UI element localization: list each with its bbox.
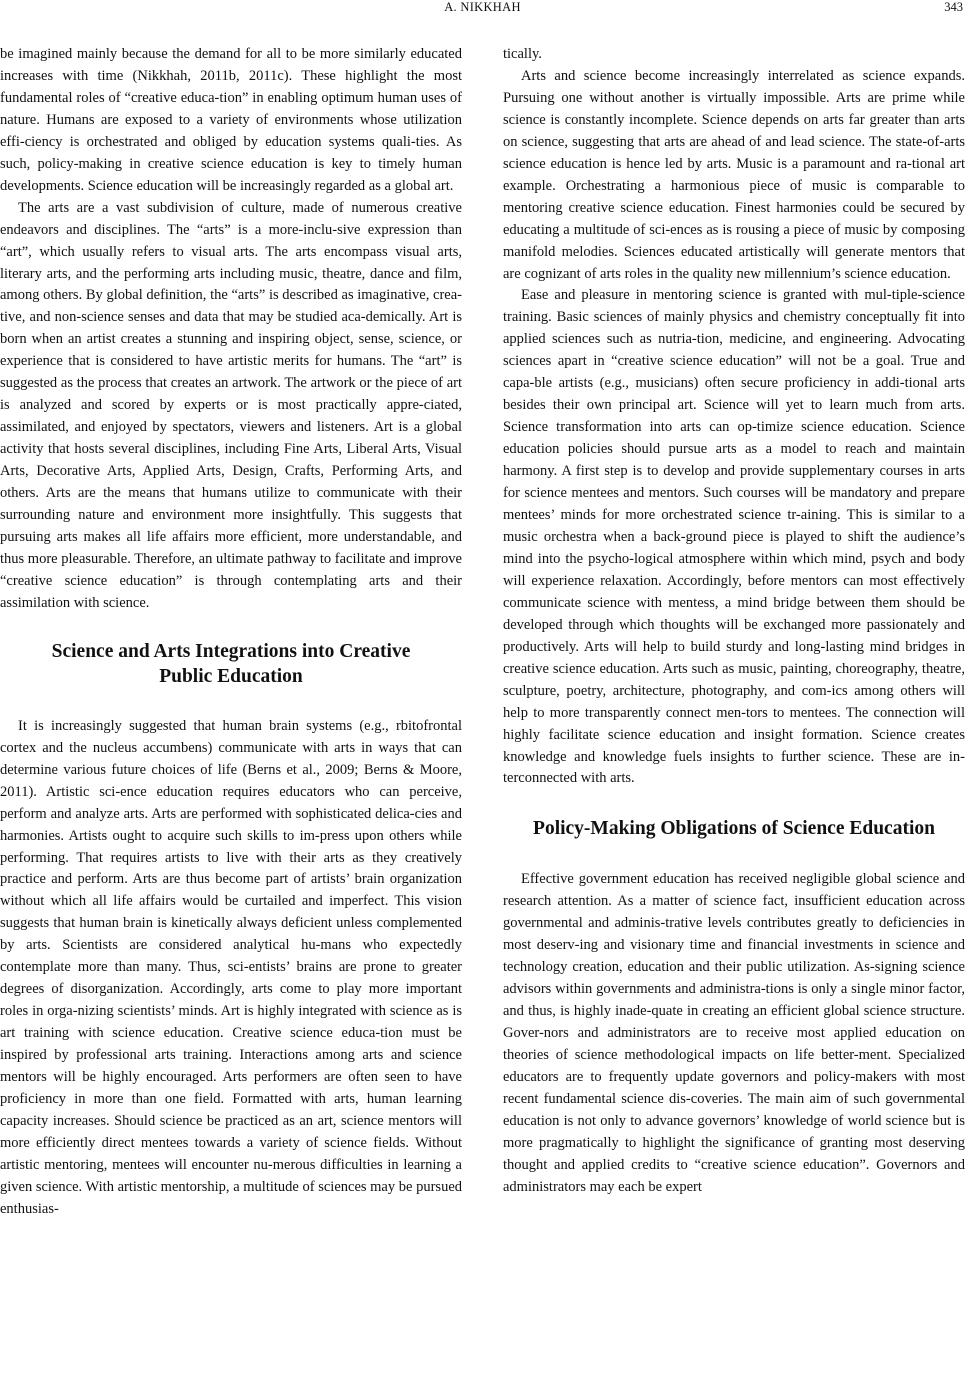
paragraph-arts-definition: The arts are a vast subdivision of culture, made of numerous creative endeavors and disciplines. The “arts” is a more-inclu-sive expression than “art”, which usually refers to visual arts. The arts encompass visual arts, literary arts, and the performing arts including music, theatre, dance and film, among others. By global definition, the “arts” is described as imaginative, crea-tive, and non-science senses and data that may be studied aca-demically. Art is born when an artist creates a stunning and inspiring object, sense, science, or experience that is considered to have artistic merits for humans. The “art” is suggested as the process that creates an artwork. The artwork or the piece of art is analyzed and scored by experts or is most practically appre-ciated, assimilated, and enjoyed by spectators, viewers and listeners. Art is a global activity that hosts several disciplines, including Fine Arts, Liberal Arts, Visual Arts, Decorative Arts, Applied Arts, Design, Crafts, Performing Arts, and others. Arts are the means that humans utilize to communicate with their surrounding nature and environment more insightfully. This suggests that pursuing arts makes all life affairs more efficient, more understandable, and thus more pleasurable. Therefore, an ultimate pathway to facilitate and improve “creative science education” is through contemplating arts and their assimilation with science. [0,199,462,611]
section-heading-science-arts [0,639,462,689]
paragraph-carryover: tically. [503,46,542,62]
section-heading-policy-making: Policy-Making Obligations of Science Education [533,818,935,840]
paragraph-government-education: Effective government education has received negligible global science and research attention. As a matter of science fact, insufficient education across governmental and adminis-trative levels contributes greatly to deficiencies in most deserv-ing and visionary time and financial investments in science and technology creation, education and their public utilization. As-signing science advisors within governments and administra-tions is only a single minor factor, and thus, is highly inade-quate in creating an efficient global science structure. Gover-nors and administrators are to receive most applied education on theories of science methodological impacts on life better-ment. Specialized educators are to frequently update governors and policy-makers with most recent fundamental science dis-coveries. The main aim of such governmental education is not only to advance governors’ knowledge of world science but is more pragmatically to highlight the significance of granting most deserving thought and applied credits to “creative science education”. Governors and administrators may each be expert [503,871,965,1195]
paragraph-arts-science-interrelated: Arts and science become increasingly interrelated as science expands. Pursuing one without another is virtually impossible. Arts are prime while science is constantly incomplete. Science depends on arts far greater than arts on science, suggesting that arts are ahead of and lead science. The state-of-arts science education is hence led by arts. Music is a paramount and ra-tional art example. Orchestrating a harmonious piece of music is comparable to mentoring creative science education. Finest harmonies could be secured by educating a multitude of sci-ences as is rousing a piece of music by composing manifold melodies. Sciences educated artistically will generate mentors that are cognizant of arts roles in the quality new millennium’s science education. [503,67,965,282]
right-column [503,44,965,1199]
section-heading-line-2: Public Education [159,665,303,687]
paragraph-continued: be imagined mainly because the demand for all to be more similarly educated increases with time (Nikkhah, 2011b, 2011c). These highlight the most fundamental roles of “creative educa-tion” in enabling optimum human uses of nature. Humans are exposed to a variety of environments whose utilization effi-ciency is orchestrated and obliged by education systems quali-ties. As such, policy-making in creative science education is key to timely human developments. Science education will be increasingly regarded as a global art. [0,46,462,194]
page-number: 343 [944,0,963,14]
running-header-author: A. NIKKHAH [444,0,521,14]
left-column [0,44,462,1221]
paragraph-multiple-science-training: Ease and pleasure in mentoring science is granted with mul-tiple-science training. Basic sciences of mainly physics and chemistry conceptually fit into applied sciences such as nutria-tion, medicine, and engineering. Advocating sciences apart in “creative science education” will not be a goal. True and capa-ble artists (e.g., musicians) often secure proficiency in addi-tional arts besides their own principal art. Science will yet to learn much from arts. Science transformation into arts can op-timize science education. Science education policies should pursue arts as a model to reach and maintain harmony. A first step is to develop and provide supplementary courses in arts for science mentees and mentors. Such courses will be mandatory and prepare mentees’ minds for more orchestrated science tr-aining. This is similar to a music orchestra when a back-ground piece is played to shift the audience’s mind into the psycho-logical atmosphere within which mind, psych and body will experience relaxation. Accordingly, before mentors can most effectively communicate science with mentess, a mind bridge between them should be developed through which thoughts will be exchanged more passionately and productively. Arts will help to build sturdy and long-lasting mind bridges in creative science education. Arts such as music, painting, choreography, theatre, sculpture, poetry, architecture, photography, and com-ics among others will help to more transparently connect men-tors to mentees. The connection will highly facilitate science education and insight formation. Science creates knowledge and knowledge fuels insights to further science. These are in-terconnected with arts. [503,287,965,787]
paragraph-brain-systems: It is increasingly suggested that human brain systems (e.g., rbitofrontal cortex and the nucleus accumbens) communicate with arts in ways that can determine various future choices of life (Berns et al., 2009; Berns & Moore, 2011). Artistic sci-ence education requires educators who can perceive, perform and analyze arts. Arts are performed with sophisticated delica-cies and harmonies. Artists ought to acquire such skills to im-press upon others while performing. That requires artists to live with their arts as they creatively practice and perform. Arts are thus become part of artists’ brain organization without which all life affairs would be curtailed and imperfect. This vision suggests that human brain is kinetically always deficient unless complemented by arts. Scientists are considered analytical hu-mans who expectedly contemplate more than many. Thus, sci-entists’ brains are prone to greater degrees of disorganization. Accordingly, arts come to play more important roles in orga-nizing scientists’ minds. Art is highly integrated with science as is art training with science education. Creative science educa-tion must be inspired by professional arts training. Interactions among arts and science mentors will be highly encouraged. Arts performers are often seen to have proficiency in more than one field. Formatted with arts, human learning capacity increases. Should science be practiced as an art, science mentors will more efficiently direct mentees towards a variety of science fields. Without artistic mentoring, mentees will encounter nu-merous difficulties in learning a given science. With artistic mentorship, a multitude of sciences may be pursued enthusias- [0,717,462,1217]
running-header [0,0,965,20]
section-heading-line-1: Science and Arts Integrations into Creative [51,640,411,662]
